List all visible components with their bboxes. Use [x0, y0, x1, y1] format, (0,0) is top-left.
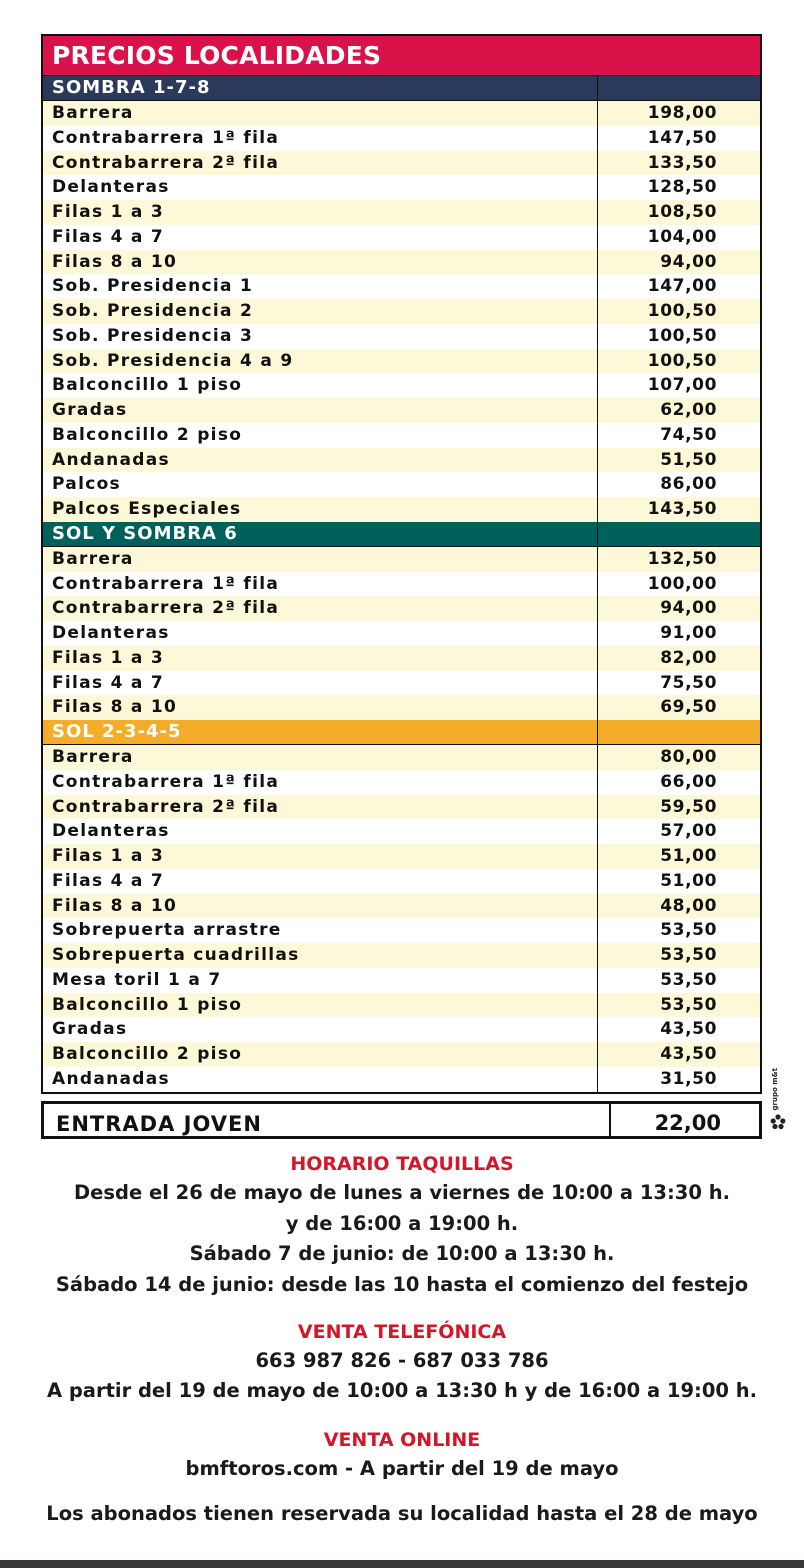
row-price: 100,50 [597, 349, 760, 374]
row-label: Barrera [52, 548, 134, 569]
logo-text: grupo m&t [771, 1068, 779, 1111]
horario-title: HORARIO TAQUILLAS [290, 1153, 514, 1175]
section-header [43, 720, 760, 745]
row-price: 198,00 [597, 101, 760, 126]
row-price: 128,50 [597, 175, 760, 200]
table-row [43, 349, 760, 374]
table-row [43, 373, 760, 398]
online-title: VENTA ONLINE [323, 1429, 481, 1451]
row-price: 51,00 [597, 844, 760, 869]
row-label: Sob. Presidencia 1 [52, 276, 254, 297]
entrada-joven-label: ENTRADA JOVEN [56, 1112, 262, 1136]
row-label: Filas 8 a 10 [52, 895, 178, 916]
table-row [43, 646, 760, 671]
table-row [43, 250, 760, 275]
row-price: 100,50 [597, 299, 760, 324]
section-header [43, 76, 760, 101]
table-row [43, 101, 760, 126]
row-label: Filas 4 a 7 [52, 870, 165, 891]
row-label: Contrabarrera 1ª fila [52, 573, 280, 594]
row-price: 53,50 [597, 943, 760, 968]
table-row [43, 175, 760, 200]
table-row [43, 596, 760, 621]
online-block [0, 1426, 804, 1484]
section-header-price-cell [597, 720, 760, 744]
row-price: 147,50 [597, 126, 760, 151]
table-row [43, 819, 760, 844]
row-price: 48,00 [597, 894, 760, 919]
row-label: Delanteras [52, 623, 170, 643]
table-row [43, 151, 760, 176]
telefonica-phones: 663 987 826 - 687 033 786 [255, 1349, 549, 1372]
grupo-mt-logo [770, 1068, 788, 1132]
table-title: PRECIOS LOCALIDADES [43, 36, 760, 76]
row-price: 51,00 [597, 869, 760, 894]
row-label: Filas 1 a 3 [52, 202, 165, 222]
table-row [43, 448, 760, 473]
row-price: 86,00 [597, 472, 760, 497]
row-label: Delanteras [52, 821, 170, 842]
telefonica-title: VENTA TELEFÓNICA [297, 1321, 507, 1343]
table-row [43, 795, 760, 820]
table-row [43, 200, 760, 225]
price-table [41, 34, 762, 1094]
table-row [43, 745, 760, 770]
row-label: Contrabarrera 2ª fila [52, 598, 280, 619]
row-price: 94,00 [597, 596, 760, 621]
footer-note: Los abonados tienen reservada su localidad hasta el 28 de mayo [46, 1502, 758, 1525]
table-row [43, 844, 760, 869]
row-price: 66,00 [597, 770, 760, 795]
table-row [43, 671, 760, 696]
table-row [43, 324, 760, 349]
footer-note-block [0, 1499, 804, 1529]
row-price: 132,50 [597, 547, 760, 572]
row-price: 53,50 [597, 918, 760, 943]
row-price: 100,00 [597, 572, 760, 597]
row-label: Barrera [52, 103, 134, 123]
row-price: 62,00 [597, 398, 760, 423]
table-row [43, 695, 760, 720]
telefonica-hours: A partir del 19 de mayo de 10:00 a 13:30 h y de 16:00 a 19:00 h. [46, 1379, 758, 1402]
row-price: 31,50 [597, 1067, 760, 1092]
table-row [43, 497, 760, 522]
row-price: 80,00 [597, 745, 760, 770]
table-row [43, 472, 760, 497]
row-price: 147,00 [597, 274, 760, 299]
horario-line: y de 16:00 a 19:00 h. [285, 1211, 519, 1235]
row-label: Contrabarrera 2ª fila [52, 152, 280, 173]
row-label: Contrabarrera 1ª fila [52, 771, 280, 792]
row-price: 133,50 [597, 151, 760, 176]
table-row [43, 1042, 760, 1067]
row-label: Contrabarrera 1ª fila [52, 127, 280, 148]
row-label: Sob. Presidencia 4 a 9 [52, 350, 294, 371]
row-label: Balconcillo 2 piso [52, 1044, 243, 1064]
row-price: 104,00 [597, 225, 760, 250]
row-price: 143,50 [597, 497, 760, 522]
table-row [43, 572, 760, 597]
row-label: Barrera [52, 747, 134, 767]
table-row [43, 894, 760, 919]
flower-icon [770, 1114, 786, 1132]
row-label: Balconcillo 2 piso [52, 424, 243, 445]
row-price: 100,50 [597, 324, 760, 349]
table-row [43, 398, 760, 423]
row-price: 74,50 [597, 423, 760, 448]
row-label: Filas 4 a 7 [52, 672, 165, 693]
table-row [43, 299, 760, 324]
row-label: Filas 4 a 7 [52, 226, 165, 247]
table-row [43, 968, 760, 993]
row-label: Filas 8 a 10 [52, 697, 178, 718]
table-row [43, 943, 760, 968]
row-price: 53,50 [597, 968, 760, 993]
section-header-label: SOL Y SOMBRA 6 [52, 522, 238, 544]
table-row [43, 126, 760, 151]
row-price: 53,50 [597, 993, 760, 1018]
entrada-joven-price: 22,00 [609, 1104, 759, 1136]
row-price: 82,00 [597, 646, 760, 671]
row-label: Contrabarrera 2ª fila [52, 796, 280, 817]
row-label: Palcos [52, 474, 121, 495]
horario-line: Sábado 7 de junio: de 10:00 a 13:30 h. [189, 1242, 615, 1265]
table-row [43, 918, 760, 943]
online-line: bmftoros.com - A partir del 19 de mayo [185, 1457, 619, 1480]
row-label: Balconcillo 1 piso [52, 375, 243, 396]
table-row [43, 869, 760, 894]
row-price: 108,50 [597, 200, 760, 225]
table-row [43, 1017, 760, 1042]
section-header-price-cell [597, 76, 760, 100]
table-row [43, 770, 760, 795]
row-label: Palcos Especiales [52, 499, 242, 519]
row-price: 75,50 [597, 671, 760, 696]
row-price: 43,50 [597, 1042, 760, 1067]
row-price: 69,50 [597, 695, 760, 720]
row-price: 51,50 [597, 448, 760, 473]
row-price: 107,00 [597, 373, 760, 398]
row-price: 59,50 [597, 795, 760, 820]
row-label: Sobrepuerta arrastre [52, 920, 282, 941]
table-row [43, 993, 760, 1018]
horario-line: Desde el 26 de mayo de lunes a viernes de 10:00 a 13:30 h. [73, 1181, 731, 1204]
horario-block [0, 1150, 804, 1300]
table-row [43, 1067, 760, 1092]
row-label: Sobrepuerta cuadrillas [52, 945, 300, 965]
bottom-strip [0, 1560, 804, 1568]
row-label: Balconcillo 1 piso [52, 994, 243, 1015]
row-price: 91,00 [597, 621, 760, 646]
section-header-label: SOMBRA 1-7-8 [52, 77, 211, 98]
row-label: Sob. Presidencia 3 [52, 325, 254, 346]
row-price: 57,00 [597, 819, 760, 844]
row-label: Andanadas [52, 449, 170, 470]
row-label: Filas 1 a 3 [52, 647, 165, 668]
section-header [43, 522, 760, 547]
row-label: Delanteras [52, 177, 170, 198]
table-row [43, 423, 760, 448]
table-row [43, 274, 760, 299]
table-row [43, 621, 760, 646]
row-price: 43,50 [597, 1017, 760, 1042]
row-label: Gradas [52, 400, 128, 420]
entrada-joven-box [41, 1101, 762, 1139]
telefonica-block [0, 1318, 804, 1406]
row-label: Andanadas [52, 1068, 170, 1089]
row-label: Filas 1 a 3 [52, 846, 165, 866]
row-label: Gradas [52, 1019, 128, 1040]
horario-line: Sábado 14 de junio: desde las 10 hasta el comienzo del festejo [55, 1272, 749, 1296]
row-label: Mesa toril 1 a 7 [52, 969, 222, 990]
row-label: Filas 8 a 10 [52, 251, 178, 272]
row-price: 94,00 [597, 250, 760, 275]
section-header-label: SOL 2-3-4-5 [52, 721, 182, 742]
section-header-price-cell [597, 522, 760, 546]
sections [43, 76, 760, 1092]
row-label: Sob. Presidencia 2 [52, 301, 254, 321]
table-row [43, 225, 760, 250]
table-row [43, 547, 760, 572]
